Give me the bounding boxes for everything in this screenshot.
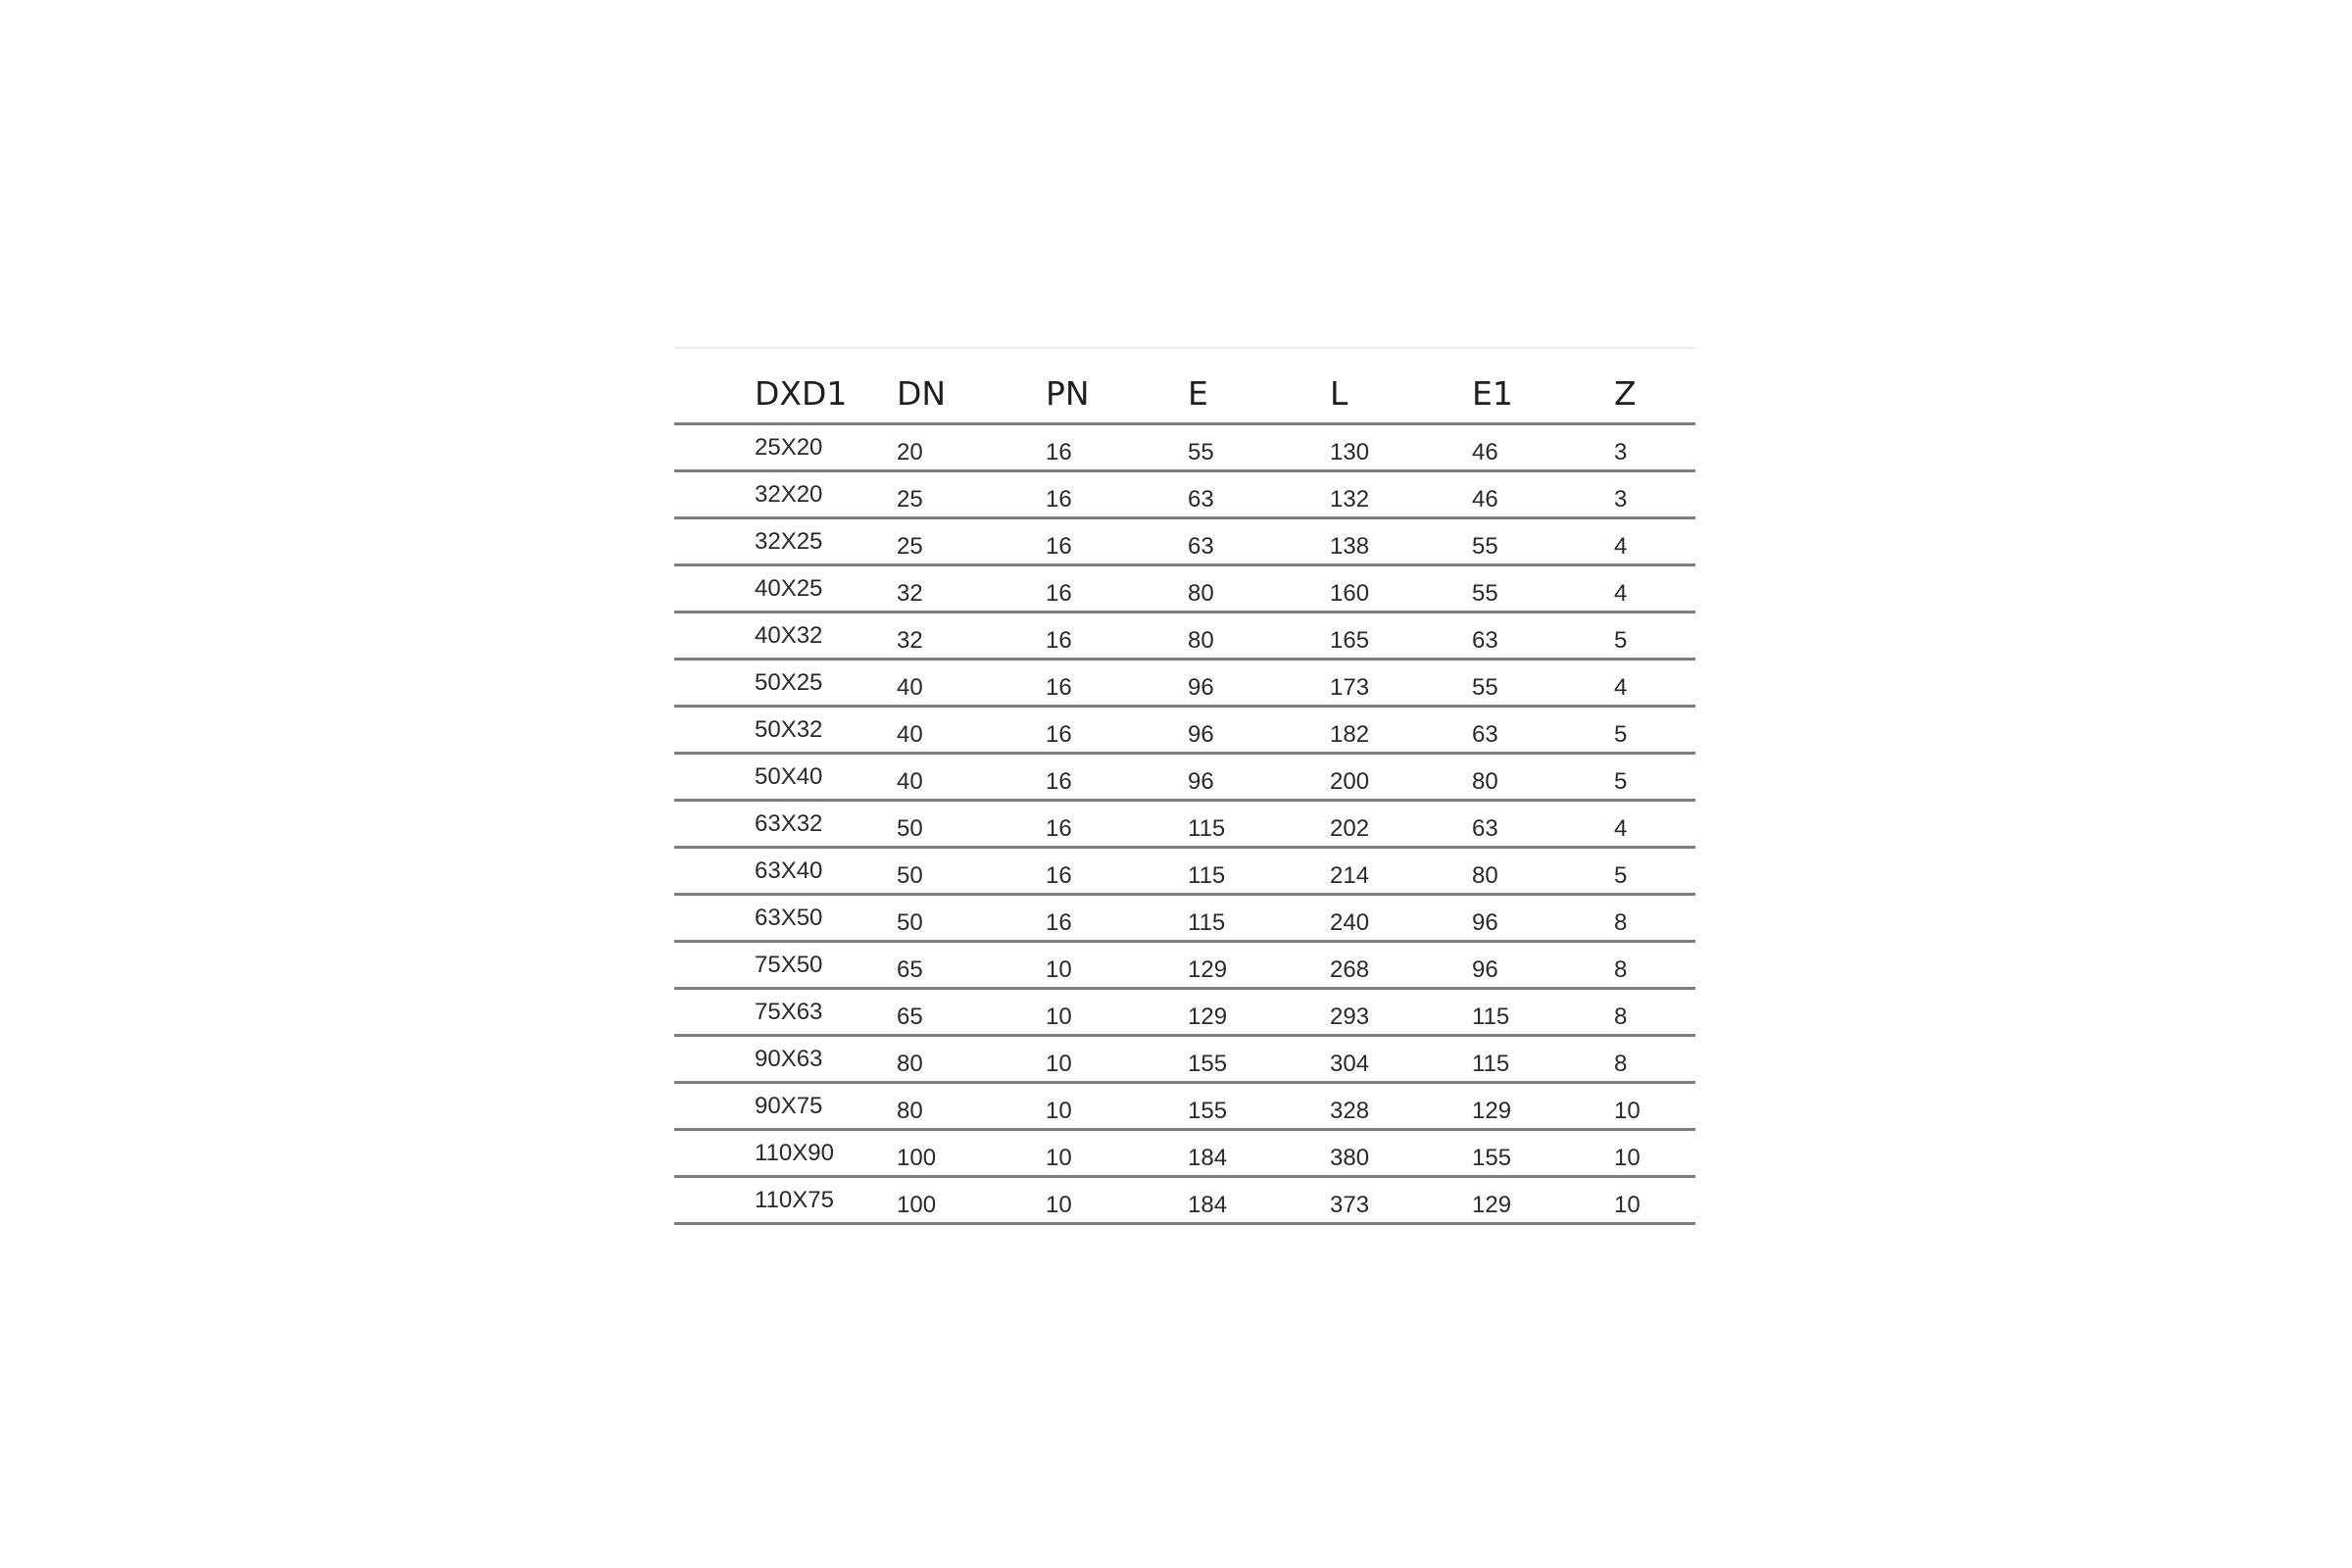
cell-dn: 40 — [897, 706, 1046, 753]
cell-e: 80 — [1188, 612, 1330, 659]
table-header-row — [674, 349, 1695, 423]
table-row — [674, 1082, 1695, 1129]
row-spacer — [674, 988, 755, 1035]
cell-z: 4 — [1614, 564, 1695, 612]
cell-dxd1: 63X32 — [755, 800, 897, 847]
cell-e1: 46 — [1472, 423, 1614, 470]
row-spacer — [674, 1082, 755, 1129]
cell-pn: 10 — [1046, 1082, 1188, 1129]
cell-dxd1: 40X32 — [755, 612, 897, 659]
cell-e: 96 — [1188, 659, 1330, 706]
cell-e1: 129 — [1472, 1082, 1614, 1129]
column-header-dn: DN — [897, 349, 1046, 423]
cell-e1: 63 — [1472, 800, 1614, 847]
cell-pn: 16 — [1046, 706, 1188, 753]
cell-z: 4 — [1614, 517, 1695, 564]
cell-dxd1: 32X20 — [755, 470, 897, 517]
cell-dn: 25 — [897, 517, 1046, 564]
cell-dn: 80 — [897, 1082, 1046, 1129]
cell-z: 4 — [1614, 800, 1695, 847]
column-header-e: E — [1188, 349, 1330, 423]
dimension-table — [674, 349, 1695, 1225]
table-row — [674, 470, 1695, 517]
cell-dn: 80 — [897, 1035, 1046, 1082]
cell-e: 184 — [1188, 1129, 1330, 1176]
cell-z: 5 — [1614, 612, 1695, 659]
cell-pn: 10 — [1046, 988, 1188, 1035]
cell-pn: 10 — [1046, 941, 1188, 988]
cell-e: 115 — [1188, 847, 1330, 894]
cell-dn: 65 — [897, 941, 1046, 988]
table-row — [674, 517, 1695, 564]
cell-l: 268 — [1330, 941, 1472, 988]
cell-pn: 10 — [1046, 1129, 1188, 1176]
header-spacer — [674, 349, 755, 423]
cell-e: 80 — [1188, 564, 1330, 612]
cell-l: 293 — [1330, 988, 1472, 1035]
cell-dxd1: 110X90 — [755, 1129, 897, 1176]
row-spacer — [674, 1129, 755, 1176]
cell-e: 155 — [1188, 1035, 1330, 1082]
table-row — [674, 800, 1695, 847]
cell-e: 184 — [1188, 1176, 1330, 1223]
cell-l: 240 — [1330, 894, 1472, 941]
table-row — [674, 941, 1695, 988]
cell-z: 8 — [1614, 988, 1695, 1035]
cell-e: 129 — [1188, 988, 1330, 1035]
cell-z: 3 — [1614, 423, 1695, 470]
cell-z: 8 — [1614, 894, 1695, 941]
cell-l: 165 — [1330, 612, 1472, 659]
cell-dxd1: 50X32 — [755, 706, 897, 753]
cell-z: 10 — [1614, 1082, 1695, 1129]
cell-l: 214 — [1330, 847, 1472, 894]
column-header-l: L — [1330, 349, 1472, 423]
cell-pn: 16 — [1046, 612, 1188, 659]
cell-dxd1: 63X40 — [755, 847, 897, 894]
table-row — [674, 1035, 1695, 1082]
cell-dxd1: 110X75 — [755, 1176, 897, 1223]
cell-z: 4 — [1614, 659, 1695, 706]
cell-dxd1: 75X50 — [755, 941, 897, 988]
row-spacer — [674, 847, 755, 894]
cell-dxd1: 63X50 — [755, 894, 897, 941]
row-spacer — [674, 1035, 755, 1082]
cell-l: 328 — [1330, 1082, 1472, 1129]
table-body — [674, 423, 1695, 1223]
column-header-pn: PN — [1046, 349, 1188, 423]
column-header-dxd1: DXD1 — [755, 349, 897, 423]
cell-pn: 16 — [1046, 470, 1188, 517]
cell-pn: 16 — [1046, 423, 1188, 470]
table-row — [674, 988, 1695, 1035]
cell-e1: 115 — [1472, 988, 1614, 1035]
cell-pn: 16 — [1046, 894, 1188, 941]
cell-e1: 129 — [1472, 1176, 1614, 1223]
row-spacer — [674, 753, 755, 800]
row-spacer — [674, 706, 755, 753]
cell-dn: 100 — [897, 1129, 1046, 1176]
cell-pn: 10 — [1046, 1176, 1188, 1223]
cell-z: 8 — [1614, 941, 1695, 988]
cell-dxd1: 50X25 — [755, 659, 897, 706]
cell-dn: 25 — [897, 470, 1046, 517]
cell-e: 115 — [1188, 894, 1330, 941]
cell-l: 380 — [1330, 1129, 1472, 1176]
cell-e1: 46 — [1472, 470, 1614, 517]
cell-e1: 63 — [1472, 706, 1614, 753]
cell-e1: 55 — [1472, 564, 1614, 612]
cell-dxd1: 25X20 — [755, 423, 897, 470]
table-row — [674, 564, 1695, 612]
cell-dn: 32 — [897, 564, 1046, 612]
cell-dn: 32 — [897, 612, 1046, 659]
cell-dxd1: 40X25 — [755, 564, 897, 612]
cell-l: 200 — [1330, 753, 1472, 800]
cell-dn: 65 — [897, 988, 1046, 1035]
row-spacer — [674, 564, 755, 612]
row-spacer — [674, 941, 755, 988]
row-spacer — [674, 1176, 755, 1223]
row-spacer — [674, 423, 755, 470]
dimension-table-container — [674, 347, 1695, 1225]
cell-dxd1: 32X25 — [755, 517, 897, 564]
cell-e: 96 — [1188, 706, 1330, 753]
column-header-e1: E1 — [1472, 349, 1614, 423]
row-spacer — [674, 517, 755, 564]
cell-l: 304 — [1330, 1035, 1472, 1082]
cell-pn: 16 — [1046, 800, 1188, 847]
cell-z: 10 — [1614, 1129, 1695, 1176]
cell-l: 160 — [1330, 564, 1472, 612]
cell-e1: 55 — [1472, 659, 1614, 706]
row-spacer — [674, 612, 755, 659]
cell-z: 3 — [1614, 470, 1695, 517]
cell-z: 5 — [1614, 847, 1695, 894]
cell-e: 63 — [1188, 470, 1330, 517]
cell-e1: 155 — [1472, 1129, 1614, 1176]
cell-pn: 16 — [1046, 659, 1188, 706]
cell-dn: 50 — [897, 894, 1046, 941]
cell-dn: 50 — [897, 800, 1046, 847]
cell-e1: 115 — [1472, 1035, 1614, 1082]
cell-l: 132 — [1330, 470, 1472, 517]
cell-e1: 80 — [1472, 753, 1614, 800]
cell-l: 182 — [1330, 706, 1472, 753]
cell-dn: 40 — [897, 753, 1046, 800]
cell-e: 96 — [1188, 753, 1330, 800]
cell-dn: 40 — [897, 659, 1046, 706]
table-row — [674, 612, 1695, 659]
cell-e1: 96 — [1472, 941, 1614, 988]
cell-z: 10 — [1614, 1176, 1695, 1223]
cell-e: 129 — [1188, 941, 1330, 988]
cell-l: 202 — [1330, 800, 1472, 847]
cell-e: 115 — [1188, 800, 1330, 847]
cell-e: 63 — [1188, 517, 1330, 564]
table-row — [674, 894, 1695, 941]
row-spacer — [674, 894, 755, 941]
cell-e: 55 — [1188, 423, 1330, 470]
cell-pn: 16 — [1046, 753, 1188, 800]
cell-e1: 80 — [1472, 847, 1614, 894]
row-spacer — [674, 800, 755, 847]
cell-e1: 63 — [1472, 612, 1614, 659]
cell-e1: 96 — [1472, 894, 1614, 941]
cell-e: 155 — [1188, 1082, 1330, 1129]
row-spacer — [674, 659, 755, 706]
cell-pn: 16 — [1046, 564, 1188, 612]
row-spacer — [674, 470, 755, 517]
table-row — [674, 423, 1695, 470]
cell-l: 173 — [1330, 659, 1472, 706]
cell-pn: 16 — [1046, 517, 1188, 564]
cell-dn: 50 — [897, 847, 1046, 894]
cell-pn: 10 — [1046, 1035, 1188, 1082]
table-row — [674, 706, 1695, 753]
cell-dn: 20 — [897, 423, 1046, 470]
cell-l: 130 — [1330, 423, 1472, 470]
cell-z: 5 — [1614, 706, 1695, 753]
cell-z: 8 — [1614, 1035, 1695, 1082]
table-row — [674, 1129, 1695, 1176]
cell-z: 5 — [1614, 753, 1695, 800]
cell-pn: 16 — [1046, 847, 1188, 894]
table-row — [674, 847, 1695, 894]
cell-dxd1: 50X40 — [755, 753, 897, 800]
cell-dn: 100 — [897, 1176, 1046, 1223]
table-row — [674, 1176, 1695, 1223]
cell-dxd1: 90X63 — [755, 1035, 897, 1082]
cell-l: 373 — [1330, 1176, 1472, 1223]
table-row — [674, 659, 1695, 706]
cell-dxd1: 75X63 — [755, 988, 897, 1035]
cell-e1: 55 — [1472, 517, 1614, 564]
cell-l: 138 — [1330, 517, 1472, 564]
table-row — [674, 753, 1695, 800]
column-header-z: Z — [1614, 349, 1695, 423]
cell-dxd1: 90X75 — [755, 1082, 897, 1129]
